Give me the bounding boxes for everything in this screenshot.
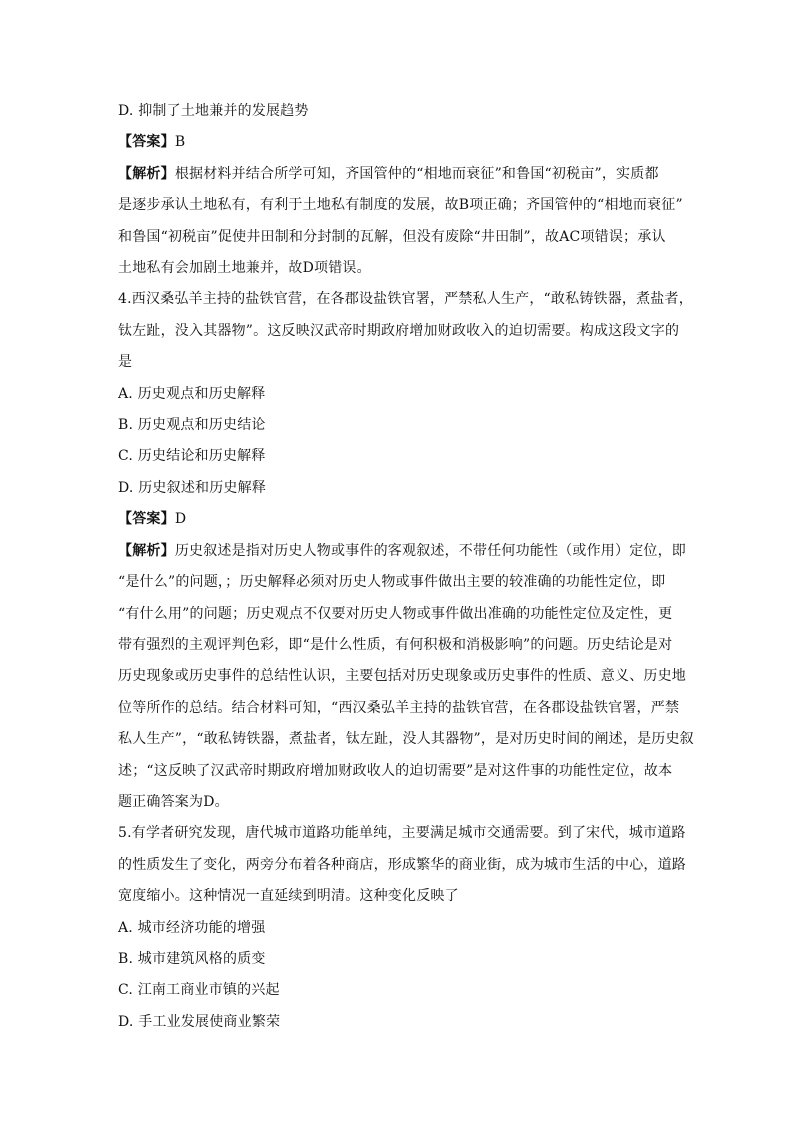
q3-analysis	[118, 159, 683, 285]
analysis-line: 和鲁国“初税亩”促使井田制和分封制的瓦解，但没有废除“井田制”，故AC项错误；承认	[118, 228, 666, 245]
q4-answer	[118, 504, 678, 535]
question-line: 5.有学者研究发现，唐代城市道路功能单纯，主要满足城市交通需要。到了宋代，城市道路	[118, 825, 686, 842]
analysis-line: 土地私有会加剧土地兼并，故D项错误。	[118, 260, 371, 277]
question-line: 的性质发生了变化，两旁分布着各种商店，形成繁华的商业街，成为城市生活的中心，道路	[118, 856, 686, 873]
q3-option-d: D. 抑制了土地兼并的发展趋势	[118, 103, 309, 119]
q4-option-b: B. 历史观点和历史结论	[118, 417, 266, 434]
analysis-line: 私人生产”，“敢私铸铁器，煮盐者，钛左趾，没人其器物”，是对历史时间的阐述，是历史叙	[118, 731, 694, 748]
analysis-line: “有什么用”的问题；历史观点不仅要对历史人物或事件做出准确的功能性定位及定性，更	[118, 605, 673, 622]
question-line: 宽度缩小。这种情况一直延续到明清。这种变化反映了	[118, 888, 459, 905]
q5-stem	[118, 818, 686, 912]
q4-option-d: D. 历史叙述和历史解释	[118, 479, 267, 496]
q5-option-b: B. 城市建筑风格的质变	[118, 950, 266, 967]
analysis-line	[118, 159, 678, 190]
answer-tag: 【答案】	[118, 511, 175, 528]
q4-option-c: C. 历史结论和历史解释	[118, 448, 266, 465]
analysis-line: 位等所作的总结。结合材料可知，“西汉桑弘羊主持的盐铁官营，在各郡设盐铁官署，严禁	[118, 699, 680, 716]
analysis-line: 历史现象或历史事件的总结性认识，主要包括对历史现象或历史事件的性质、意义、历史地	[118, 668, 686, 685]
q5-option-a: A. 城市经济功能的增强	[118, 919, 266, 936]
q3-answer	[118, 127, 678, 158]
question-line: 4.西汉桑弘羊主持的盐铁官营，在各郡设盐铁官署，严禁私人生产，“敢私铸铁器，煮盐者，	[118, 291, 693, 308]
analysis-tag: 【解析】	[118, 165, 175, 182]
analysis-line: 述；“这反映了汉武帝时期政府增加财政收人的迫切需要”是对这件事的功能性定位，故本	[118, 762, 673, 779]
document-page	[118, 96, 694, 1038]
analysis-tag: 【解析】	[118, 542, 175, 559]
analysis-text: 根据材料并结合所学可知，齐国管仲的“相地而衰征”和鲁国“初税亩”，实质都	[174, 165, 659, 182]
question-line: 是	[118, 354, 133, 371]
analysis-line: 是逐步承认土地私有，有利于土地私有制度的发展，故B项正确；齐国管仲的“相地而衰征”	[118, 197, 683, 214]
answer-value: D	[174, 511, 187, 528]
answer-tag: 【答案】	[118, 134, 175, 151]
analysis-line: “是什么”的问题，；历史解释必须对历史人物或事件做出主要的较准确的功能性定位，即	[118, 574, 666, 591]
q4-analysis	[118, 536, 694, 819]
analysis-line	[118, 536, 687, 567]
question-line: 钛左趾，没入其器物”。这反映汉武帝时期政府增加财政收入的迫切需要。构成这段文字的	[118, 322, 680, 339]
q4-option-a: A. 历史观点和历史解释	[118, 385, 266, 402]
analysis-line: 题正确答案为D。	[118, 793, 229, 810]
answer-value: B	[174, 134, 186, 151]
analysis-line: 带有强烈的主观评判色彩，即“是什么性质，有何积极和消极影响”的问题。历史结论是对	[118, 636, 673, 653]
q5-option-d: D. 手工业发展使商业繁荣	[118, 1013, 281, 1030]
analysis-text: 历史叙述是指对历史人物或事件的客观叙述，不带任何功能性（或作用）定位，即	[174, 542, 687, 559]
q5-option-c: C. 江南工商业市镇的兴起	[118, 982, 280, 999]
q4-stem	[118, 284, 693, 378]
